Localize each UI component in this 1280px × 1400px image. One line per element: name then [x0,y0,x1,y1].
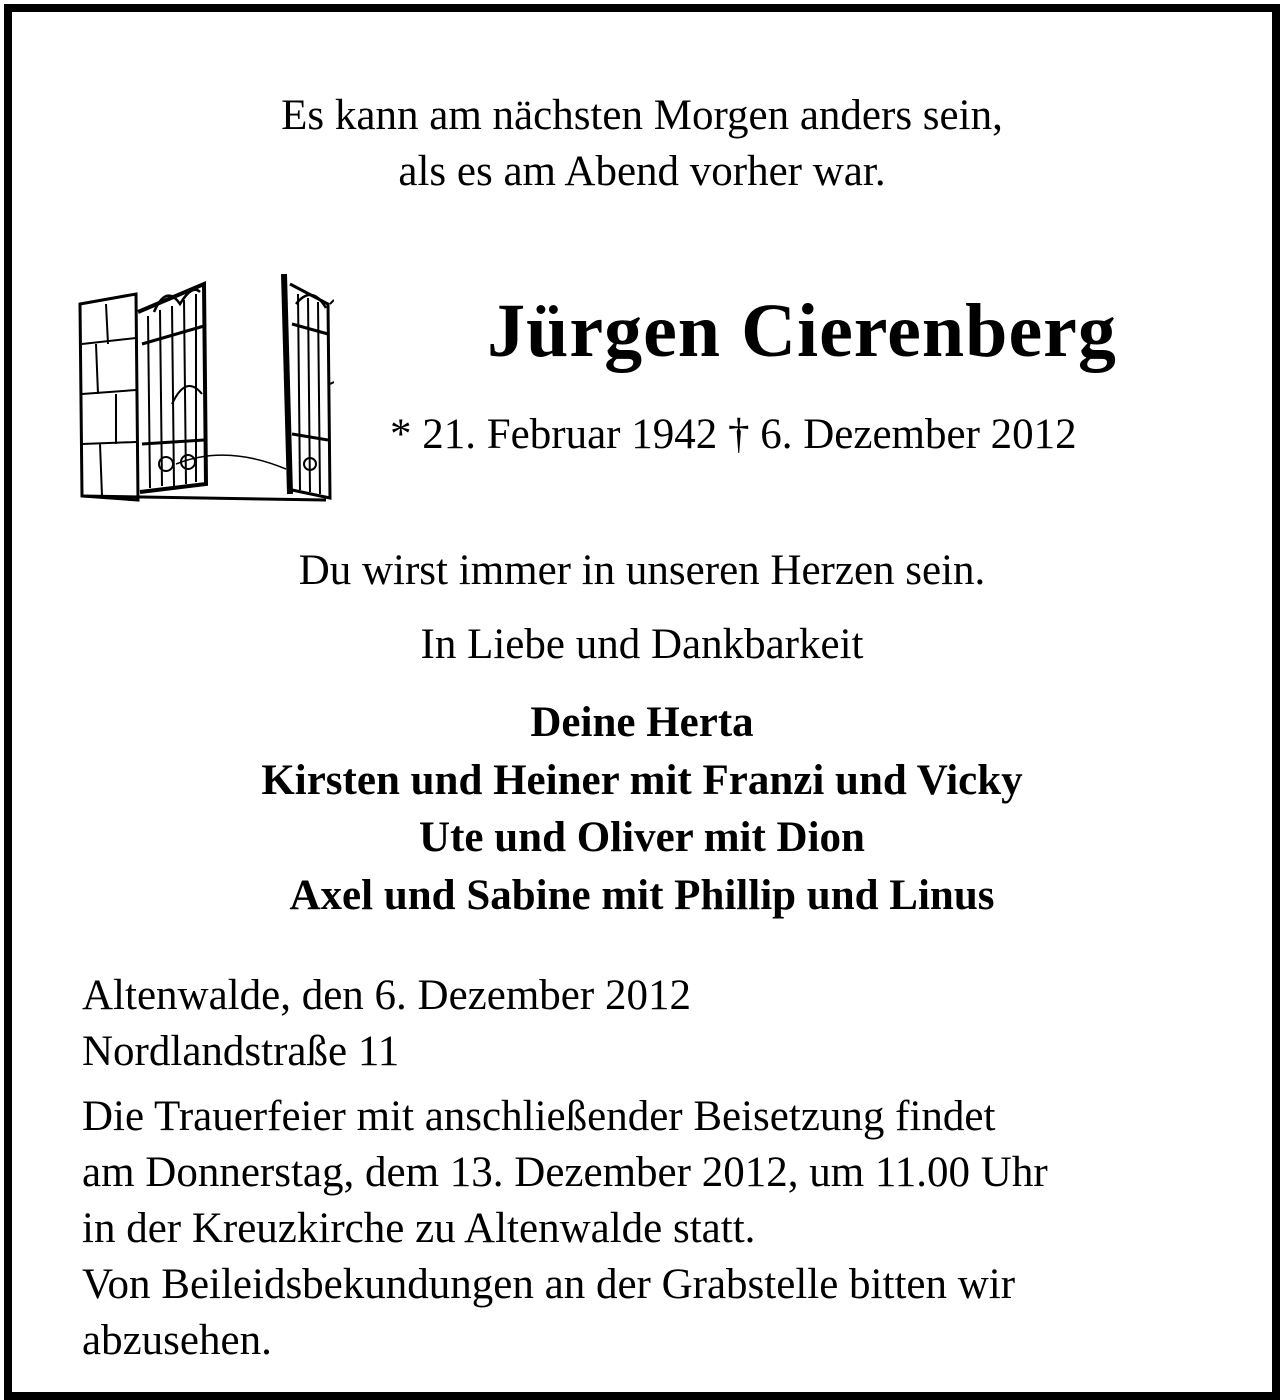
family-member: Axel und Sabine mit Phillip und Linus [289,871,995,919]
motto-line: Es kann am nächsten Morgen anders sein, [281,92,1003,139]
service-info [82,1089,1242,1369]
family-list [12,694,1272,924]
family-member: Deine Herta [530,699,754,746]
notice-frame [4,4,1280,1400]
motto-line: als es am Abend vorher war. [398,148,886,195]
motto [12,88,1272,200]
family-member: Kirsten und Heiner mit Franzi und Vicky [261,756,1023,804]
place-date-line: Altenwalde, den 6. Dezember 2012 [82,972,691,1019]
gate-icon [76,264,334,504]
greeting-line: In Liebe und Dankbarkeit [420,621,864,668]
service-line: abzusehen. [82,1317,272,1364]
deceased-name: Jürgen Cierenberg [487,289,1117,373]
service-line: Die Trauerfeier mit anschließender Beisetzung findet [82,1093,996,1140]
service-line: Von Beileidsbekundungen an der Grabstelle bitten wir [82,1261,1016,1308]
life-dates: * 21. Februar 1942 † 6. Dezember 2012 [390,411,1077,458]
family-member: Ute und Oliver mit Dion [419,814,865,861]
service-line: in der Kreuzkirche zu Altenwalde statt. [82,1205,756,1252]
service-line: am Donnerstag, dem 13. Dezember 2012, um 11.00 Uhr [82,1149,1048,1196]
address-line: Nordlandstraße 11 [82,1028,400,1075]
remembrance-line: Du wirst immer in unseren Herzen sein. [298,547,986,594]
place-address [82,968,1242,1080]
